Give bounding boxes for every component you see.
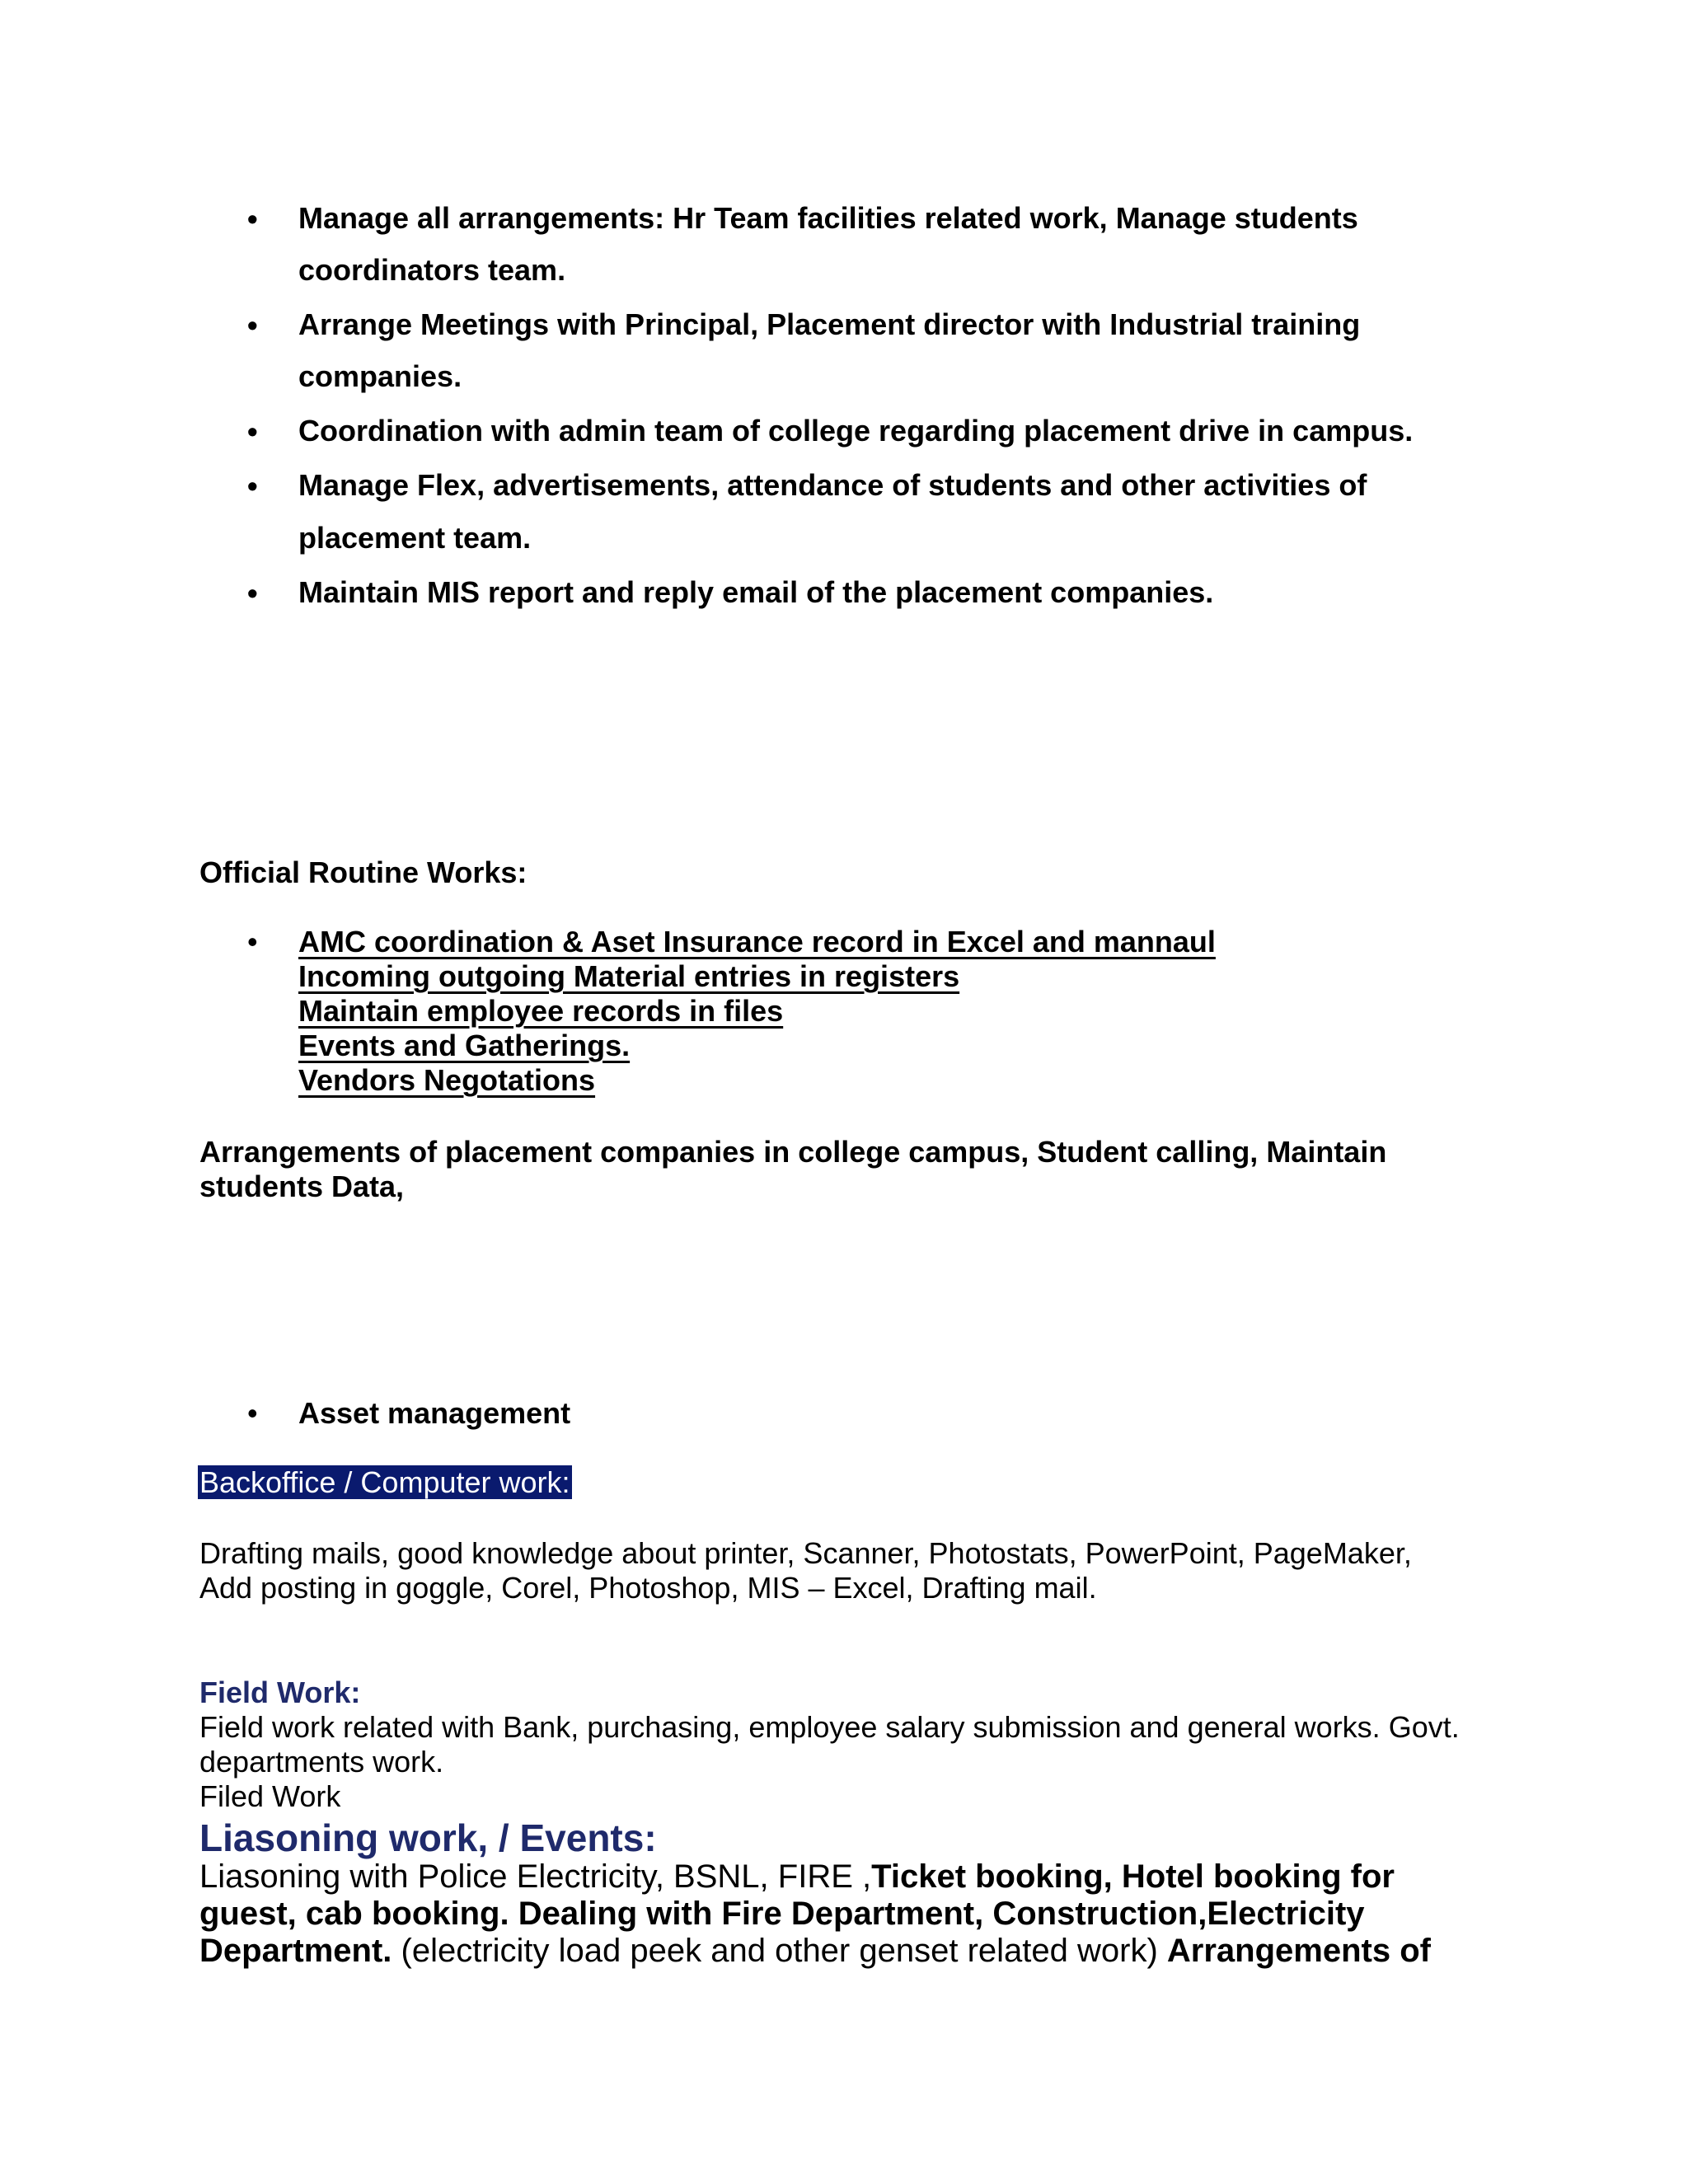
liasoning-text-bold: Department. [199, 1933, 392, 1969]
bullet-line: companies. [298, 359, 462, 393]
bullet-dot: • [247, 469, 258, 503]
routine-bullet: • [247, 925, 258, 958]
routine-item: Maintain employee records in files [298, 994, 784, 1028]
liasoning-line-2: guest, cab booking. Dealing with Fire Department, Construction,Electricity [199, 1896, 1365, 1932]
backoffice-heading-text: Backoffice / Computer work: [199, 1465, 570, 1499]
arrangements-line: students Data, [199, 1169, 405, 1203]
liasoning-line-3 [199, 1933, 1431, 1970]
bullet-line: Manage Flex, advertisements, attendance of students and other activities of [298, 468, 1367, 502]
asset-label: Asset management [298, 1396, 571, 1430]
backoffice-line: Drafting mails, good knowledge about printer, Scanner, Photostats, PowerPoint, PageMaker, [199, 1536, 1412, 1570]
bullet-line: placement team. [298, 521, 532, 555]
field-line: Field work related with Bank, purchasing, employee salary submission and general works. Govt. [199, 1710, 1460, 1744]
routine-item: AMC coordination & Aset Insurance record in Excel and mannaul [298, 925, 1216, 958]
arrangements-line: Arrangements of placement companies in college campus, Student calling, Maintain [199, 1135, 1387, 1169]
liasoning-text-bold: Arrangements of [1166, 1933, 1431, 1969]
bullet-dot: • [247, 415, 258, 448]
field-line: Filed Work [199, 1779, 341, 1813]
bullet-dot: • [247, 308, 258, 342]
bullet-line: Arrange Meetings with Principal, Placement director with Industrial training [298, 307, 1361, 341]
routine-item: Vendors Negotations [298, 1063, 596, 1097]
routine-heading: Official Routine Works: [199, 855, 528, 889]
backoffice-heading [198, 1465, 572, 1500]
liasoning-text-bold: Ticket booking, Hotel booking for [871, 1858, 1395, 1895]
bullet-line: coordinators team. [298, 253, 566, 287]
routine-item: Events and Gatherings. [298, 1029, 631, 1062]
routine-item: Incoming outgoing Material entries in registers [298, 959, 960, 993]
bullet-line: Manage all arrangements: Hr Team facilities related work, Manage students [298, 201, 1358, 235]
liasoning-text: Liasoning with Police Electricity, BSNL, FIRE , [199, 1858, 872, 1895]
field-heading: Field Work: [199, 1675, 361, 1709]
field-line: departments work. [199, 1745, 444, 1779]
backoffice-line: Add posting in goggle, Corel, Photoshop, MIS – Excel, Drafting mail. [199, 1571, 1097, 1605]
bullet-dot: • [247, 576, 258, 610]
asset-bullet: • [247, 1396, 258, 1430]
bullet-line: Coordination with admin team of college regarding placement drive in campus. [298, 414, 1414, 448]
liasoning-heading: Liasoning work, / Events: [199, 1816, 657, 1859]
bullet-dot: • [247, 202, 258, 236]
liasoning-line-1 [199, 1858, 1395, 1896]
liasoning-text: (electricity load peek and other genset related work) [392, 1933, 1167, 1969]
bullet-line: Maintain MIS report and reply email of the placement companies. [298, 575, 1214, 609]
